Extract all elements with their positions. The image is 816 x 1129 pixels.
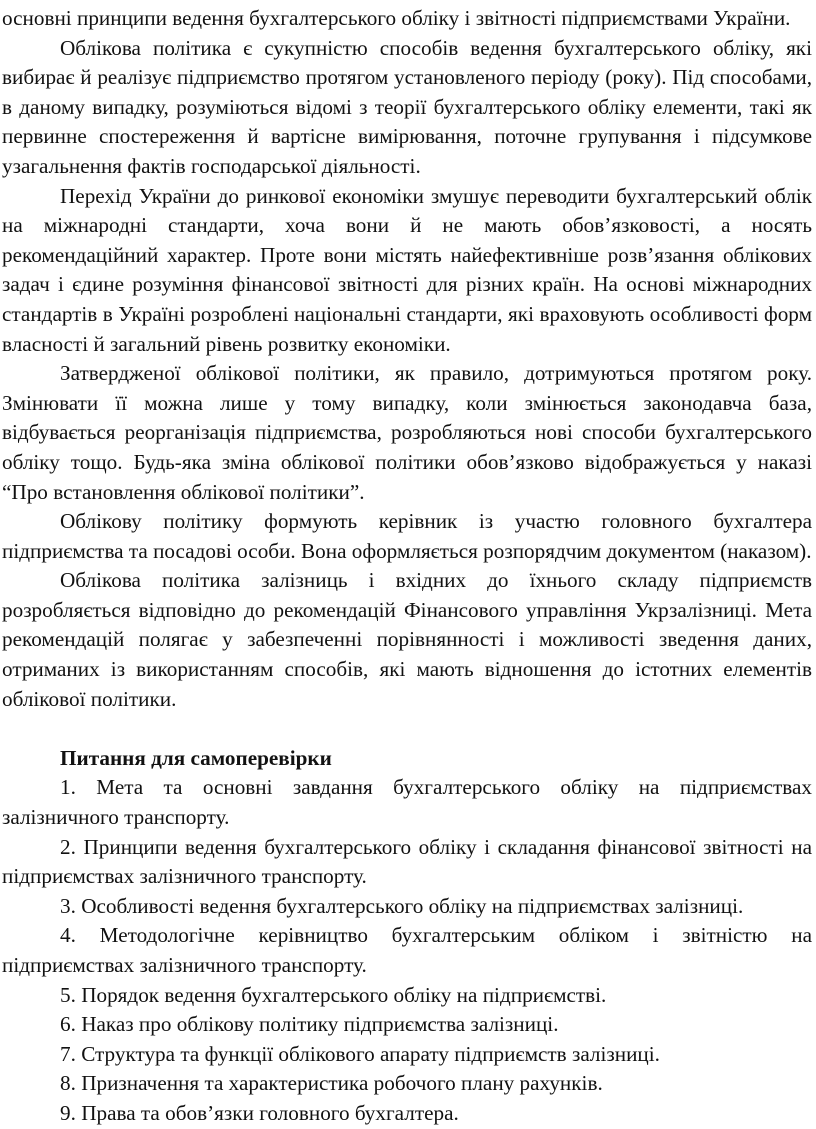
question-item: 3. Особливості ведення бухгалтерського обліку на підприємствах залізниці.: [60, 893, 744, 918]
self-check-questions-list: [2, 773, 812, 1128]
paragraph-policy-formation: Облікову політику формують керівник із участю головного бухгалтера підприємства та посадові особи. Вона оформляється розпорядчим документом (наказом).: [2, 509, 812, 563]
question-item: 4. Методологічне керівництво бухгалтерським обліком і звітністю на підприємствах залізничного транспорту.: [2, 923, 812, 977]
question-item: 5. Порядок ведення бухгалтерського обліку на підприємстві.: [60, 982, 607, 1007]
section-title-self-check: Питання для самоперевірки: [60, 745, 332, 770]
paragraph-accounting-policy-definition: Облікова політика є сукупністю способів ведення бухгалтерського обліку, які вибирає й реалізує підприємство протягом установленого періоду (року). Під способами, в даному випадку, розуміються відомі з теорії бухгалтерського обліку елементи, такі як первинне спостереження й вартісне вимірювання, поточне групування і підсумкове узагальнення фактів господарської діяльності.: [2, 35, 812, 178]
question-item: 9. Права та обов’язки головного бухгалтера.: [60, 1100, 459, 1125]
paragraph-railway-policy: Облікова політика залізниць і вхідних до їхнього складу підприємств розробляється відповідно до рекомендацій Фінансового управління Укрзалізниці. Мета рекомендацій полягає у забезпеченні порівнянності і можливості зведення даних, отриманих із використанням способів, які мають відношення до істотних елементів облікової політики.: [2, 568, 812, 711]
question-item: 1. Мета та основні завдання бухгалтерського обліку на підприємствах залізничного транспорту.: [2, 775, 812, 830]
question-item: 8. Призначення та характеристика робочого плану рахунків.: [60, 1071, 603, 1096]
question-item: 7. Структура та функції облікового апарату підприємств залізниці.: [60, 1041, 660, 1066]
question-item: 6. Наказ про облікову політику підприємства залізниці.: [60, 1012, 559, 1037]
paragraph-international-standards: Перехід України до ринкової економіки змушує переводити бухгалтерський облік на міжнародні стандарти, хоча вони й не мають обов’язковості, а носять рекомендаційний характер. Проте вони містять найефективніше розв’язання облікових задач і єдине розуміння фінансової звітності для різних країн. На основі міжнародних стандартів в Україні розроблені національні стандарти, які враховують особливості форм власності й загальний рівень розвитку економіки.: [2, 183, 812, 356]
paragraph-continuation: основні принципи ведення бухгалтерського обліку і звітності підприємствами України.: [2, 6, 791, 30]
paragraph-policy-changes: Затвердженої облікової політики, як правило, дотримуються протягом року. Змінювати її можна лише у тому випадку, коли змінюється законодавча база, відбувається реорганізація підприємства, розробляються нові способи бухгалтерського обліку тощо. Будь-яка зміна облікової політики обов’язково відображується у наказі “Про встановлення облікової політики”.: [2, 361, 812, 504]
question-item: 2. Принципи ведення бухгалтерського обліку і складання фінансової звітності на підприємствах залізничного транспорту.: [2, 834, 812, 889]
